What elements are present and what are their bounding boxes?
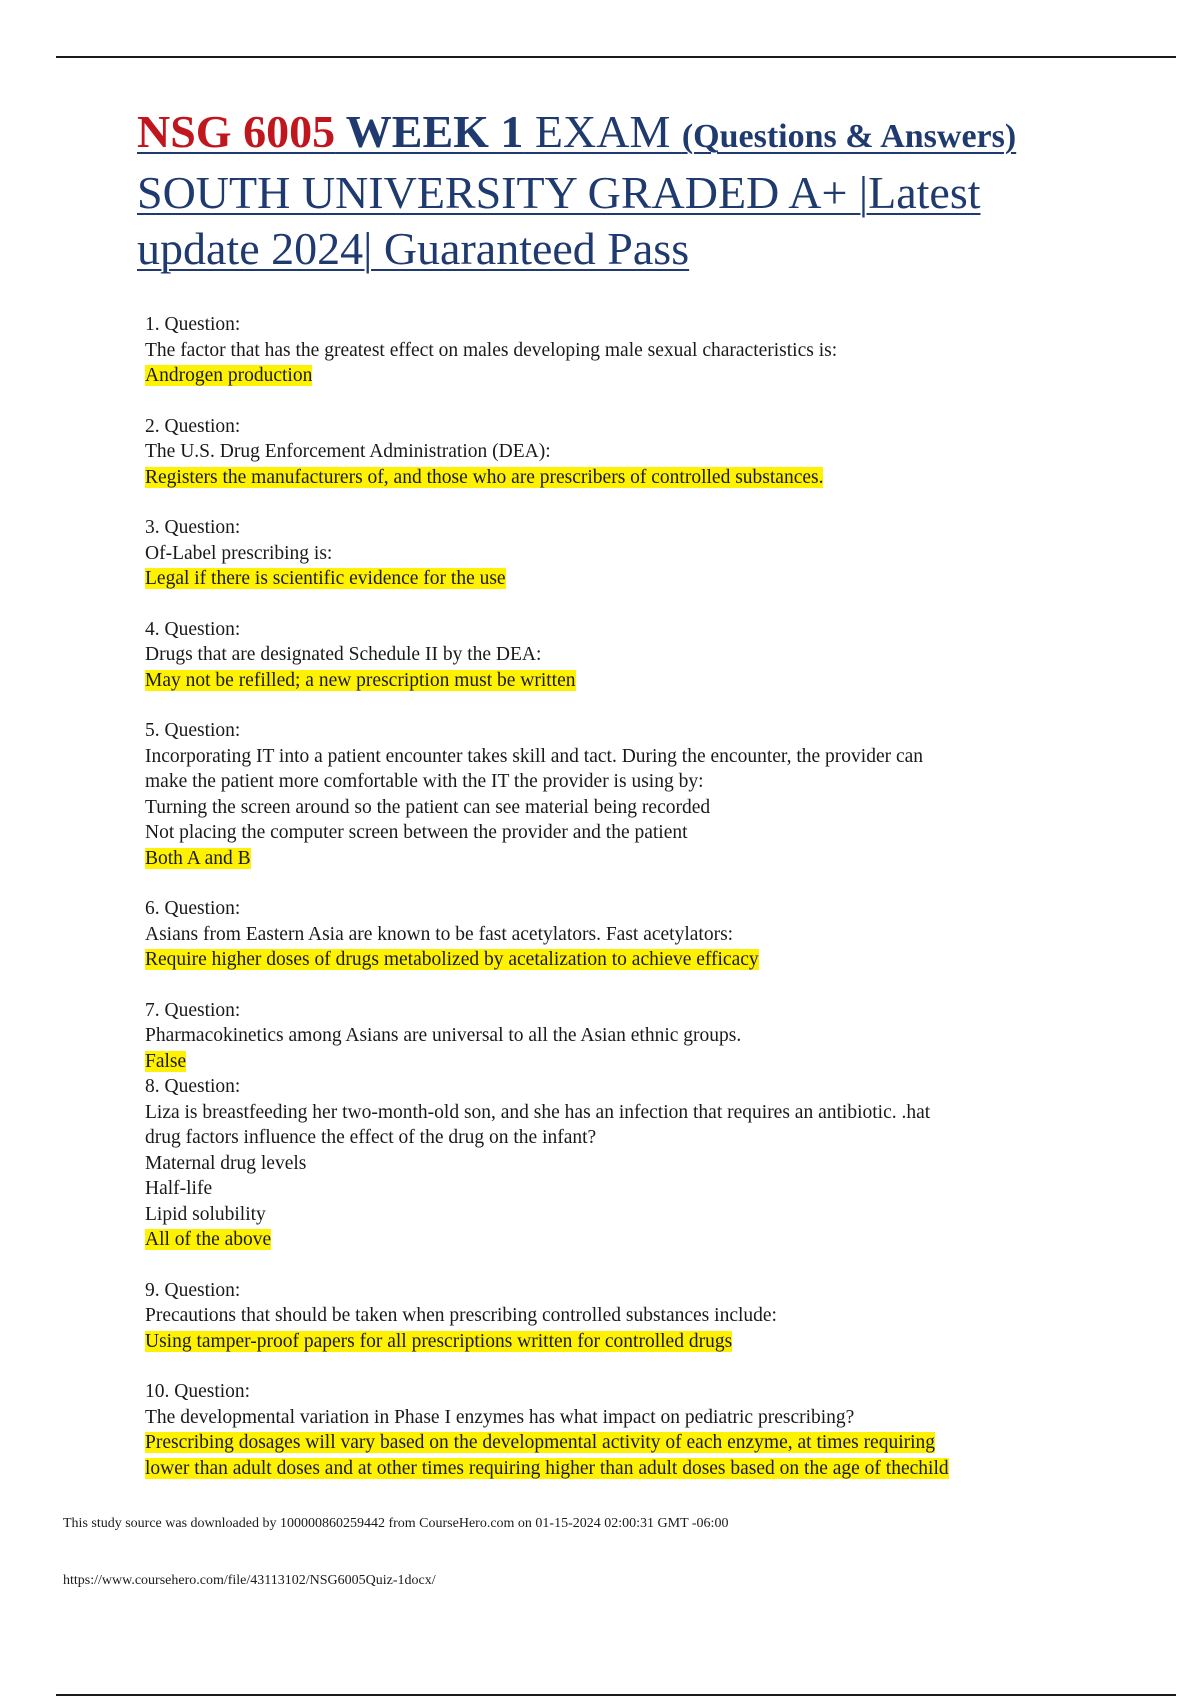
question-label: 1. Question: xyxy=(145,314,241,335)
question-label: 8. Question: xyxy=(145,1076,241,1097)
title-questions-answers: (Questions & Answers) xyxy=(681,118,1017,155)
question-label: 5. Question: xyxy=(145,720,241,741)
title-exam: EXAM xyxy=(523,106,682,157)
question-block xyxy=(145,617,1065,694)
answer-highlight: May not be refilled; a new prescription must be written xyxy=(145,669,576,691)
answer-highlight: Require higher doses of drugs metabolized by acetalization to achieve efficacy xyxy=(145,949,759,970)
question-text-line: drug factors influence the effect of the drug on the infant? xyxy=(145,1127,597,1148)
question-block xyxy=(145,1278,1065,1355)
question-label: 9. Question: xyxy=(145,1279,241,1301)
question-text-line: Pharmacokinetics among Asians are universal to all the Asian ethnic groups. xyxy=(145,1025,742,1046)
question-list xyxy=(145,312,1065,1506)
download-note: This study source was downloaded by 100000860259442 from CourseHero.com on 01-15-2024 02:00:31 GMT -06:00 xyxy=(63,1516,729,1531)
question-text-line: Maternal drug levels xyxy=(145,1152,307,1174)
question-text-line: Lipid solubility xyxy=(145,1203,266,1225)
question-text-line: Incorporating IT into a patient encounter takes skill and tact. During the encounter, the provider can xyxy=(145,745,924,767)
question-block xyxy=(145,998,1065,1075)
answer-highlight: Legal if there is scientific evidence for the use xyxy=(145,568,506,589)
bottom-rule xyxy=(56,1694,1176,1696)
question-text-line: Of-Label prescribing is: xyxy=(145,542,333,564)
title-line-3: update 2024| Guaranteed Pass xyxy=(137,223,690,274)
question-label: 7. Question: xyxy=(145,999,241,1021)
question-text-line: Half-life xyxy=(145,1178,213,1199)
question-text-line: Asians from Eastern Asia are known to be fast acetylators. Fast acetylators: xyxy=(145,923,734,945)
answer-highlight: False xyxy=(145,1050,187,1072)
title-line-2: SOUTH UNIVERSITY GRADED A+ |Latest xyxy=(137,167,981,218)
question-block xyxy=(145,312,1065,389)
question-text-line: The factor that has the greatest effect on males developing male sexual characteristics is: xyxy=(145,339,838,361)
question-block xyxy=(145,414,1065,491)
question-text-line: Precautions that should be taken when prescribing controlled substances include: xyxy=(145,1305,777,1326)
question-label: 3. Question: xyxy=(145,517,241,538)
answer-highlight: Prescribing dosages will vary based on the developmental activity of each enzyme, at times requiring xyxy=(145,1432,936,1453)
question-text-line: Turning the screen around so the patient can see material being recorded xyxy=(145,796,711,818)
question-text-line: Drugs that are designated Schedule II by the DEA: xyxy=(145,644,542,665)
question-text-line: Not placing the computer screen between the provider and the patient xyxy=(145,822,688,843)
answer-highlight: Androgen production xyxy=(145,365,313,386)
question-label: 4. Question: xyxy=(145,618,241,640)
top-rule xyxy=(56,56,1176,58)
question-block xyxy=(145,718,1065,871)
title-course-code: NSG 6005 xyxy=(137,106,336,157)
answer-highlight: All of the above xyxy=(145,1229,272,1250)
question-label: 10. Question: xyxy=(145,1381,251,1402)
question-label: 2. Question: xyxy=(145,415,241,437)
question-block xyxy=(145,1379,1065,1481)
question-block xyxy=(145,896,1065,973)
answer-highlight: Registers the manufacturers of, and those who are prescribers of controlled substances. xyxy=(145,466,824,488)
answer-highlight: lower than adult doses and at other times requiring higher than adult doses based on the age of thechild xyxy=(145,1457,949,1479)
question-block xyxy=(145,515,1065,592)
question-label: 6. Question: xyxy=(145,898,241,919)
question-text-line: The developmental variation in Phase I enzymes has what impact on pediatric prescribing? xyxy=(145,1406,855,1428)
question-text-line: Liza is breastfeeding her two-month-old son, and she has an infection that requires an antibiotic. .hat xyxy=(145,1101,931,1123)
answer-highlight: Both A and B xyxy=(145,847,251,869)
question-text-line: The U.S. Drug Enforcement Administration (DEA): xyxy=(145,441,551,462)
answer-highlight: Using tamper-proof papers for all prescriptions written for controlled drugs xyxy=(145,1330,733,1352)
question-block xyxy=(145,1074,1065,1253)
source-url[interactable]: https://www.coursehero.com/file/43113102/NSG6005Quiz-1docx/ xyxy=(63,1573,436,1588)
document-title xyxy=(137,104,1137,277)
question-text-line: make the patient more comfortable with the IT the provider is using by: xyxy=(145,771,704,792)
title-week: WEEK 1 xyxy=(335,106,524,157)
